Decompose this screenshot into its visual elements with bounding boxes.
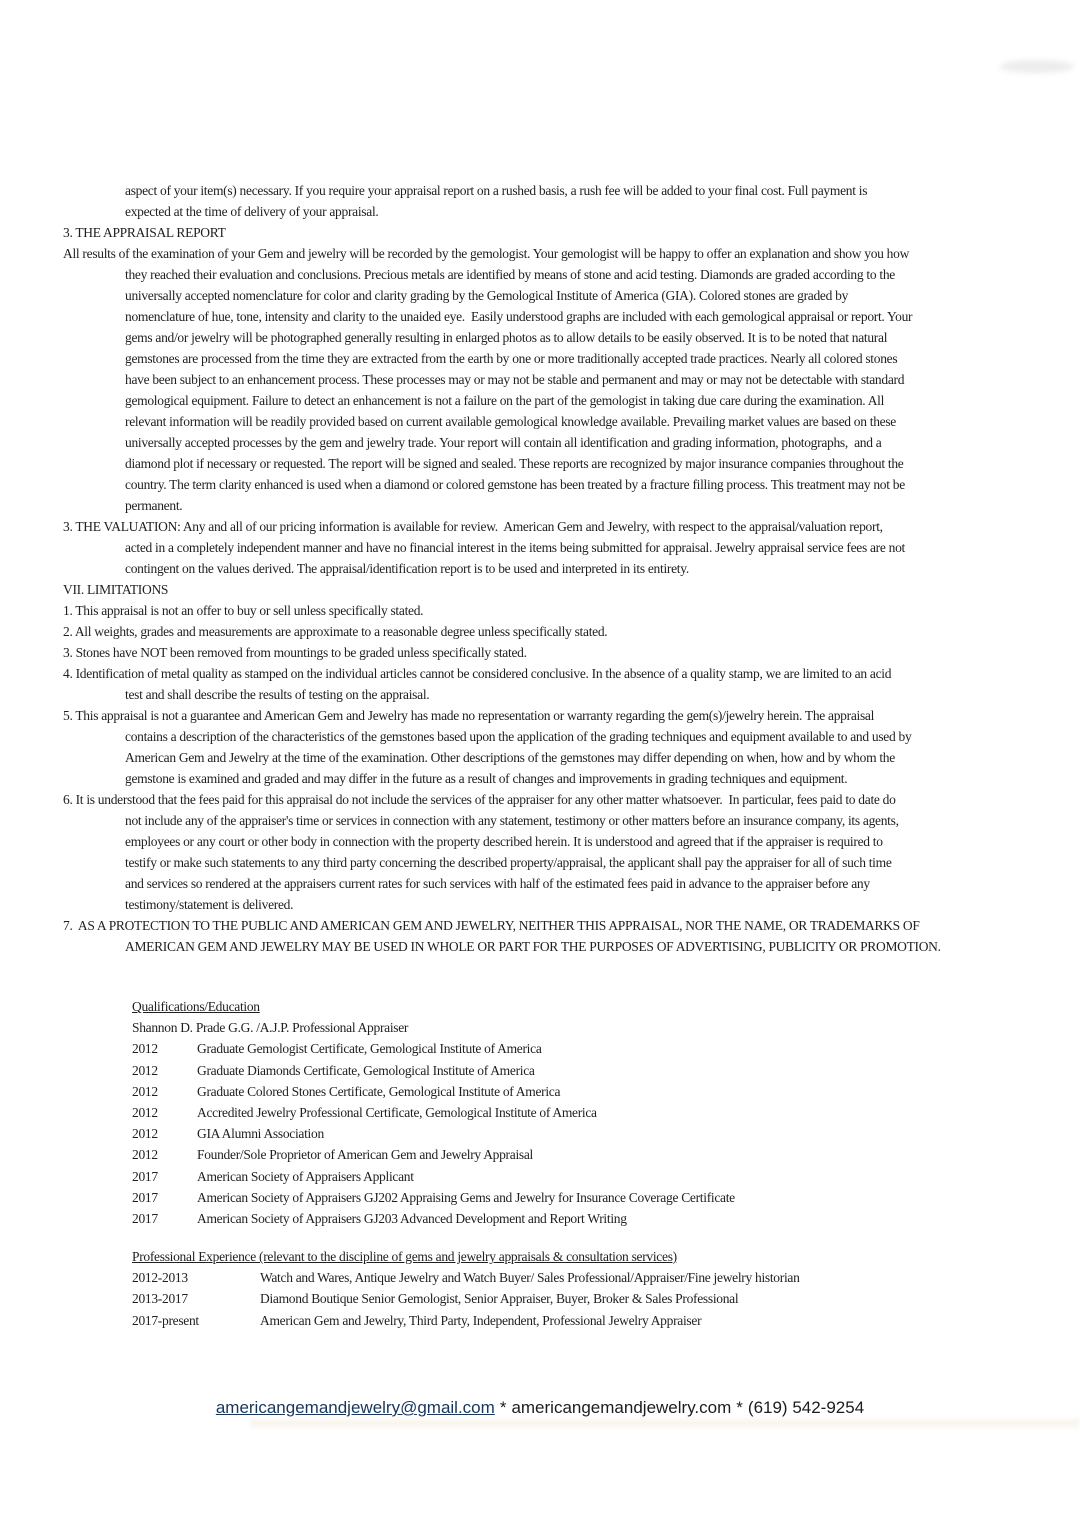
- experience-row: [132, 1267, 800, 1288]
- experience-text: American Gem and Jewelry, Third Party, Independent, Professional Jewelry Appraiser: [260, 1312, 702, 1328]
- terms-line: universally accepted nomenclature for color and clarity grading by the Gemological Institute of America (GIA). Colored stones are graded by: [125, 288, 849, 303]
- experience-list: [132, 1267, 800, 1331]
- experience-heading: Professional Experience (relevant to the discipline of gems and jewelry appraisals & consultation services): [132, 1249, 677, 1264]
- terms-line: gemstone is examined and graded and may differ in the future as a result of changes and improvements in grading techniques and equipment.: [125, 771, 848, 786]
- qualification-year: 2012: [132, 1083, 158, 1099]
- terms-line: All results of the examination of your Gem and jewelry will be recorded by the gemologist. Your gemologist will be happy to offer an explanation and show you how: [63, 246, 910, 261]
- qualification-row: [132, 1081, 735, 1102]
- qualification-text: American Society of Appraisers Applicant: [197, 1168, 414, 1184]
- terms-line: testimony/statement is delivered.: [125, 897, 294, 912]
- terms-line: contingent on the values derived. The appraisal/identification report is to be used and interpreted in its entirety.: [125, 561, 689, 576]
- experience-row: [132, 1310, 800, 1331]
- terms-line: not include any of the appraiser's time or services in connection with any statement, testimony or other matters before an insurance company, its agents,: [125, 813, 899, 828]
- website-text: americangemandjewelry.com: [511, 1398, 732, 1417]
- qualification-row: [132, 1144, 735, 1165]
- qualification-row: [132, 1123, 735, 1144]
- contact-footer: [0, 1398, 1080, 1418]
- experience-row: [132, 1288, 800, 1309]
- qualification-year: 2017: [132, 1168, 158, 1184]
- terms-line: 2. All weights, grades and measurements are approximate to a reasonable degree unless specifically stated.: [63, 624, 608, 639]
- terms-line: acted in a completely independent manner and have no financial interest in the items being submitted for appraisal. Jewelry appraisal service fees are not: [125, 540, 905, 555]
- qualification-row: [132, 1060, 735, 1081]
- terms-line: 1. This appraisal is not an offer to buy or sell unless specifically stated.: [63, 603, 424, 618]
- terms-line: testify or make such statements to any third party concerning the described property/appraisal, the applicant shall pay the appraiser for all of such time: [125, 855, 892, 870]
- terms-line: test and shall describe the results of testing on the appraisal.: [125, 687, 430, 702]
- qualification-text: Graduate Diamonds Certificate, Gemological Institute of America: [197, 1062, 535, 1078]
- scan-artifact-band: [250, 1419, 1080, 1427]
- experience-period: 2012-2013: [132, 1270, 188, 1286]
- terms-line: universally accepted processes by the gem and jewelry trade. Your report will contain all identification and grading information, photographs, and a: [125, 435, 882, 450]
- appraiser-name: Shannon D. Prade G.G. /A.J.P. Professional Appraiser: [132, 1020, 409, 1036]
- qualification-year: 2012: [132, 1041, 158, 1057]
- qualification-text: Accredited Jewelry Professional Certificate, Gemological Institute of America: [197, 1104, 597, 1120]
- terms-line: gemological equipment. Failure to detect an enhancement is not a failure on the part of the gemologist in taking due care during the examination. All: [125, 393, 885, 408]
- qualifications-heading: Qualifications/Education: [132, 999, 260, 1014]
- qualification-text: Founder/Sole Proprietor of American Gem and Jewelry Appraisal: [197, 1147, 533, 1163]
- qualification-row: [132, 1038, 735, 1059]
- qualification-year: 2012: [132, 1104, 158, 1120]
- experience-period: 2017-present: [132, 1312, 199, 1328]
- terms-line: 5. This appraisal is not a guarantee and American Gem and Jewelry has made no representation or warranty regarding the gem(s)/jewelry herein. The appraisal: [63, 708, 875, 723]
- terms-line: 3. Stones have NOT been removed from mountings to be graded unless specifically stated.: [63, 645, 527, 660]
- terms-line: have been subject to an enhancement process. These processes may or may not be stable and permanent and may or may not be detectable with standard: [125, 372, 905, 387]
- terms-line: VII. LIMITATIONS: [63, 582, 169, 597]
- terms-line: country. The term clarity enhanced is used when a diamond or colored gemstone has been treated by a fracture filling process. This treatment may not be: [125, 477, 905, 492]
- terms-line: expected at the time of delivery of your appraisal.: [125, 204, 379, 219]
- terms-line: they reached their evaluation and conclusions. Precious metals are identified by means of stone and acid testing. Diamonds are graded according to the: [125, 267, 895, 282]
- qualifications-list: [132, 1038, 735, 1229]
- qualifications-section: [132, 996, 735, 1229]
- terms-line: nomenclature of hue, tone, intensity and clarity to the unaided eye. Easily understood graphs are included with each gemological appraisal or report. Your: [125, 309, 913, 324]
- professional-experience-section: [132, 1246, 800, 1331]
- terms-line: American Gem and Jewelry at the time of the examination. Other descriptions of the gemstones may differ depending on when, how and by whom the: [125, 750, 895, 765]
- terms-line: relevant information will be readily provided based on current available gemological knowledge available. Prevailing market values are based on these: [125, 414, 897, 429]
- terms-line: gems and/or jewelry will be photographed generally resulting in enlarged photos as to allow details to be easily observed. It is to be noted that natural: [125, 330, 888, 345]
- experience-text: Watch and Wares, Antique Jewelry and Watch Buyer/ Sales Professional/Appraiser/Fine jewelry historian: [260, 1270, 800, 1286]
- email-link[interactable]: americangemandjewelry@gmail.com: [215, 1398, 495, 1417]
- experience-text: Diamond Boutique Senior Gemologist, Senior Appraiser, Buyer, Broker & Sales Professional: [260, 1291, 739, 1307]
- experience-period: 2013-2017: [132, 1291, 188, 1307]
- qualification-row: [132, 1166, 735, 1187]
- scan-artifact-smudge: [1000, 60, 1074, 73]
- qualification-text: GIA Alumni Association: [197, 1126, 324, 1142]
- terms-line: gemstones are processed from the time they are extracted from the earth by one or more traditionally accepted trade practices. Nearly all colored stones: [125, 351, 898, 366]
- phone-number: (619) 542-9254: [747, 1398, 865, 1417]
- qualification-text: Graduate Gemologist Certificate, Gemological Institute of America: [197, 1041, 542, 1057]
- terms-line: 6. It is understood that the fees paid for this appraisal do not include the services of the appraiser for any other matter whatsoever. In particular, fees paid to date do: [63, 792, 896, 807]
- qualification-row: [132, 1187, 735, 1208]
- footer-separator: *: [736, 1398, 743, 1417]
- terms-line: 7. AS A PROTECTION TO THE PUBLIC AND AMERICAN GEM AND JEWELRY, NEITHER THIS APPRAISAL, NOR THE NAME, OR TRADEMARKS OF: [63, 918, 920, 933]
- terms-line: diamond plot if necessary or requested. The report will be signed and sealed. These reports are recognized by major insurance companies throughout the: [125, 456, 904, 471]
- qualification-year: 2012: [132, 1126, 158, 1142]
- terms-and-limitations-section: [63, 180, 941, 957]
- footer-separator: *: [499, 1398, 507, 1417]
- terms-line: contains a description of the characteristics of the gemstones based upon the application of the grading techniques and equipment available to and used by: [125, 729, 912, 744]
- terms-line: AMERICAN GEM AND JEWELRY MAY BE USED IN WHOLE OR PART FOR THE PURPOSES OF ADVERTISING, PUBLICITY OR PROMOTION.: [125, 939, 941, 954]
- qualification-text: Graduate Colored Stones Certificate, Gemological Institute of America: [197, 1083, 561, 1099]
- qualification-year: 2012: [132, 1147, 158, 1163]
- terms-line: 3. THE APPRAISAL REPORT: [63, 225, 226, 240]
- terms-line: 4. Identification of metal quality as stamped on the individual articles cannot be considered conclusive. In the absence of a quality stamp, we are limited to an acid: [63, 666, 892, 681]
- qualification-year: 2012: [132, 1062, 158, 1078]
- terms-line: aspect of your item(s) necessary. If you require your appraisal report on a rushed basis, a rush fee will be added to your final cost. Full payment is: [125, 183, 868, 198]
- qualification-text: American Society of Appraisers GJ203 Advanced Development and Report Writing: [197, 1210, 627, 1226]
- terms-line: 3. THE VALUATION: Any and all of our pricing information is available for review. American Gem and Jewelry, with respect to the appraisal/valuation report,: [63, 519, 883, 534]
- terms-line: permanent.: [125, 498, 183, 513]
- qualification-year: 2017: [132, 1189, 158, 1205]
- terms-line: employees or any court or other body in connection with the property described herein. It is understood and agreed that if the appraiser is required to: [125, 834, 883, 849]
- qualification-row: [132, 1208, 735, 1229]
- qualification-year: 2017: [132, 1210, 158, 1226]
- terms-line: and services so rendered at the appraisers current rates for such services with half of the estimated fees paid in advance to the appraiser before any: [125, 876, 870, 891]
- qualification-text: American Society of Appraisers GJ202 Appraising Gems and Jewelry for Insurance Coverage Certificate: [197, 1189, 735, 1205]
- qualification-row: [132, 1102, 735, 1123]
